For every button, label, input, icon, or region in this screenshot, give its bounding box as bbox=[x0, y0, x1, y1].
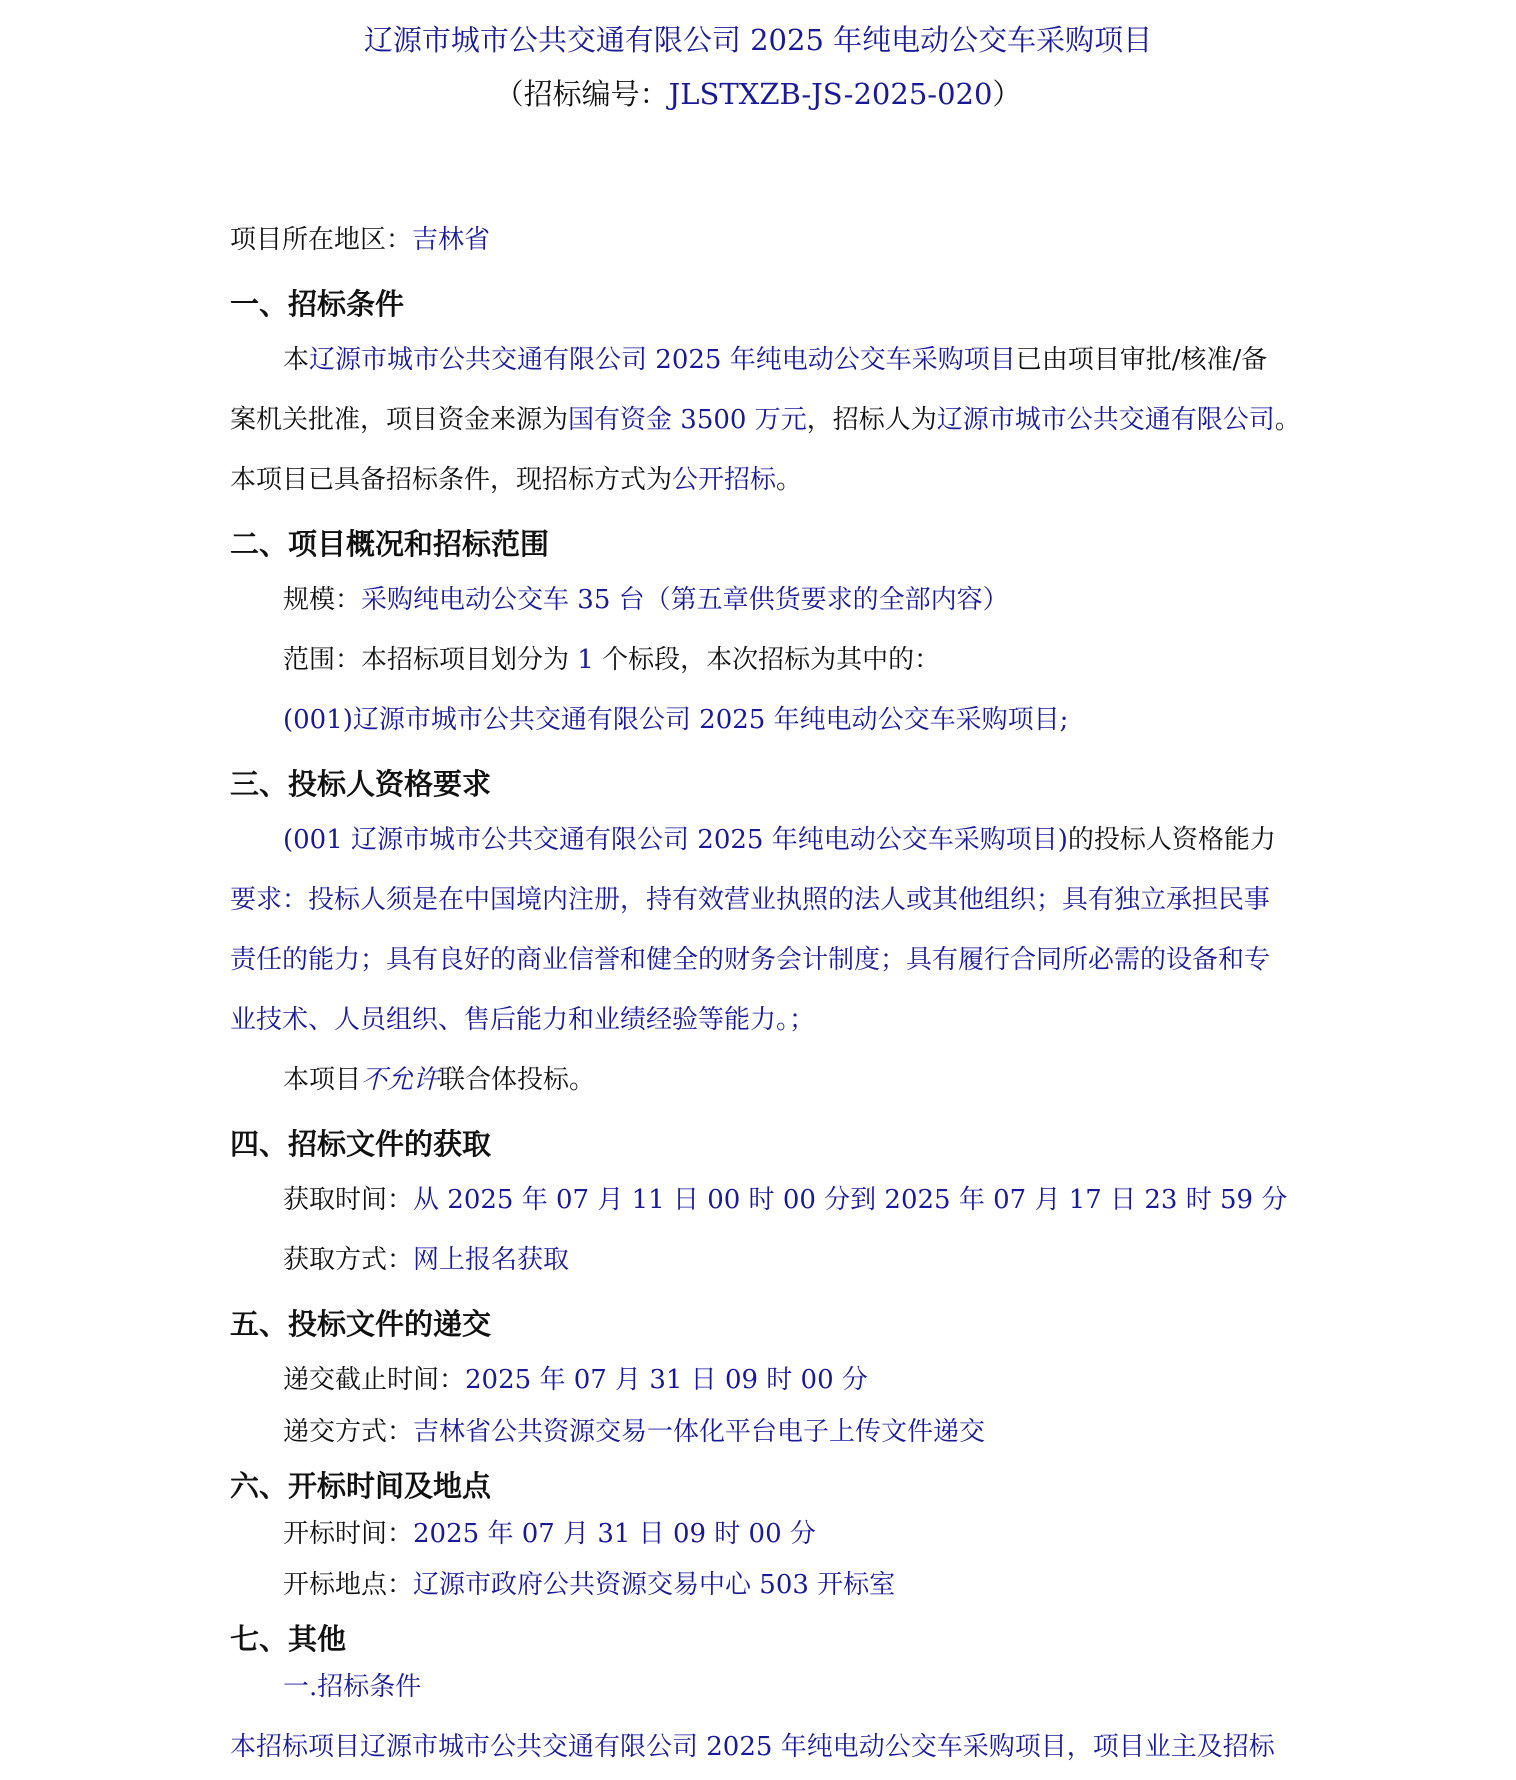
section-5-deadline bbox=[283, 1362, 868, 1398]
s1-text: 本项目已具备招标条件，现招标方式为 bbox=[230, 465, 673, 495]
s3-text: 本项目 bbox=[283, 1065, 362, 1095]
section-6-heading: 六、开标时间及地点 bbox=[230, 1469, 492, 1503]
s3-lot-name: (001 辽源市城市公共交通有限公司 2025 年纯电动公交车采购项目) bbox=[283, 825, 1068, 855]
joint-bid-value: 不允许 bbox=[361, 1065, 440, 1095]
range-text: 个标段，本次招标为其中的： bbox=[602, 645, 941, 675]
tender-number-open: （招标编号： bbox=[494, 77, 669, 111]
opening-time-label: 开标时间： bbox=[283, 1519, 414, 1549]
section-1-para-line-1 bbox=[283, 342, 1267, 378]
s1-text: 本 bbox=[283, 345, 310, 375]
opening-time-value: 2025 年 07 月 31 日 09 时 00 分 bbox=[413, 1519, 816, 1549]
s1-tender-method: 公开招标 bbox=[672, 465, 777, 495]
submit-method-label: 递交方式： bbox=[283, 1417, 414, 1447]
section-7-para-line-1: 本招标项目辽源市城市公共交通有限公司 2025 年纯电动公交车采购项目，项目业主及招标 bbox=[230, 1732, 1275, 1762]
s1-text: 。 bbox=[776, 465, 803, 495]
section-4-time bbox=[283, 1182, 1287, 1218]
s1-tenderer: 辽源市城市公共交通有限公司 bbox=[936, 405, 1275, 435]
s3-text: 联合体投标。 bbox=[439, 1065, 596, 1095]
s1-text: 已由项目审批/核准/备 bbox=[1015, 345, 1268, 375]
section-7-heading: 七、其他 bbox=[230, 1622, 347, 1656]
range-lot-count: 1 bbox=[569, 645, 603, 675]
section-3-para-line-1 bbox=[283, 822, 1276, 858]
section-1-heading: 一、招标条件 bbox=[230, 287, 405, 321]
obtain-time-label: 获取时间： bbox=[283, 1185, 414, 1215]
s1-text: ，招标人为 bbox=[806, 405, 937, 435]
s1-project-name: 辽源市城市公共交通有限公司 2025 年纯电动公交车采购项目 bbox=[309, 345, 1016, 375]
scale-value: 采购纯电动公交车 35 台（第五章供货要求的全部内容） bbox=[361, 585, 1009, 615]
section-3-para-line-2: 要求：投标人须是在中国境内注册，持有效营业执照的法人或其他组织；具有独立承担民事 bbox=[230, 885, 1271, 915]
region-label: 项目所在地区： bbox=[230, 225, 413, 255]
project-region bbox=[230, 222, 490, 258]
section-7-subheading: 一.招标条件 bbox=[283, 1672, 422, 1702]
deadline-label: 递交截止时间： bbox=[283, 1365, 466, 1395]
obtain-method-value: 网上报名获取 bbox=[413, 1245, 570, 1275]
s1-text: 。 bbox=[1274, 405, 1301, 435]
section-5-heading: 五、投标文件的递交 bbox=[230, 1307, 492, 1341]
section-3-heading: 三、投标人资格要求 bbox=[230, 767, 492, 801]
opening-place-value: 辽源市政府公共资源交易中心 503 开标室 bbox=[413, 1570, 896, 1600]
range-text: 范围：本招标项目划分为 bbox=[283, 645, 570, 675]
s1-text: 案机关批准，项目资金来源为 bbox=[230, 405, 569, 435]
section-3-joint-bid bbox=[283, 1062, 595, 1098]
submit-method-value: 吉林省公共资源交易一体化平台电子上传文件递交 bbox=[413, 1417, 986, 1447]
section-1-para-line-2 bbox=[230, 402, 1301, 438]
obtain-time-value: 从 2025 年 07 月 11 日 00 时 00 分到 2025 年 07 月 17 日 23 时 59 分 bbox=[413, 1185, 1288, 1215]
section-1-para-line-3 bbox=[230, 462, 802, 498]
section-5-method bbox=[283, 1414, 985, 1450]
section-6-place bbox=[283, 1567, 895, 1603]
s3-text: 的投标人资格能力 bbox=[1067, 825, 1276, 855]
section-4-heading: 四、招标文件的获取 bbox=[230, 1127, 492, 1161]
scale-label: 规模： bbox=[283, 585, 362, 615]
section-3-para-line-4: 业技术、人员组织、售后能力和业绩经验等能力。； bbox=[230, 1005, 816, 1035]
region-value: 吉林省 bbox=[412, 225, 491, 255]
section-2-scale bbox=[283, 582, 1009, 618]
obtain-method-label: 获取方式： bbox=[283, 1245, 414, 1275]
tender-number bbox=[0, 72, 1516, 113]
tender-number-close: ） bbox=[992, 77, 1022, 111]
section-2-lot: (001)辽源市城市公共交通有限公司 2025 年纯电动公交车采购项目; bbox=[283, 705, 1069, 735]
section-2-range bbox=[283, 642, 940, 678]
section-6-time bbox=[283, 1516, 816, 1552]
document-title: 辽源市城市公共交通有限公司 2025 年纯电动公交车采购项目 bbox=[363, 23, 1153, 57]
section-4-method bbox=[283, 1242, 569, 1278]
deadline-value: 2025 年 07 月 31 日 09 时 00 分 bbox=[465, 1365, 868, 1395]
section-2-heading: 二、项目概况和招标范围 bbox=[230, 527, 550, 561]
opening-place-label: 开标地点： bbox=[283, 1570, 414, 1600]
section-3-para-line-3: 责任的能力；具有良好的商业信誉和健全的财务会计制度；具有履行合同所必需的设备和专 bbox=[230, 945, 1271, 975]
s1-fund-source: 国有资金 3500 万元 bbox=[568, 405, 807, 435]
tender-number-code: JLSTXZB-JS-2025-020 bbox=[668, 77, 993, 111]
